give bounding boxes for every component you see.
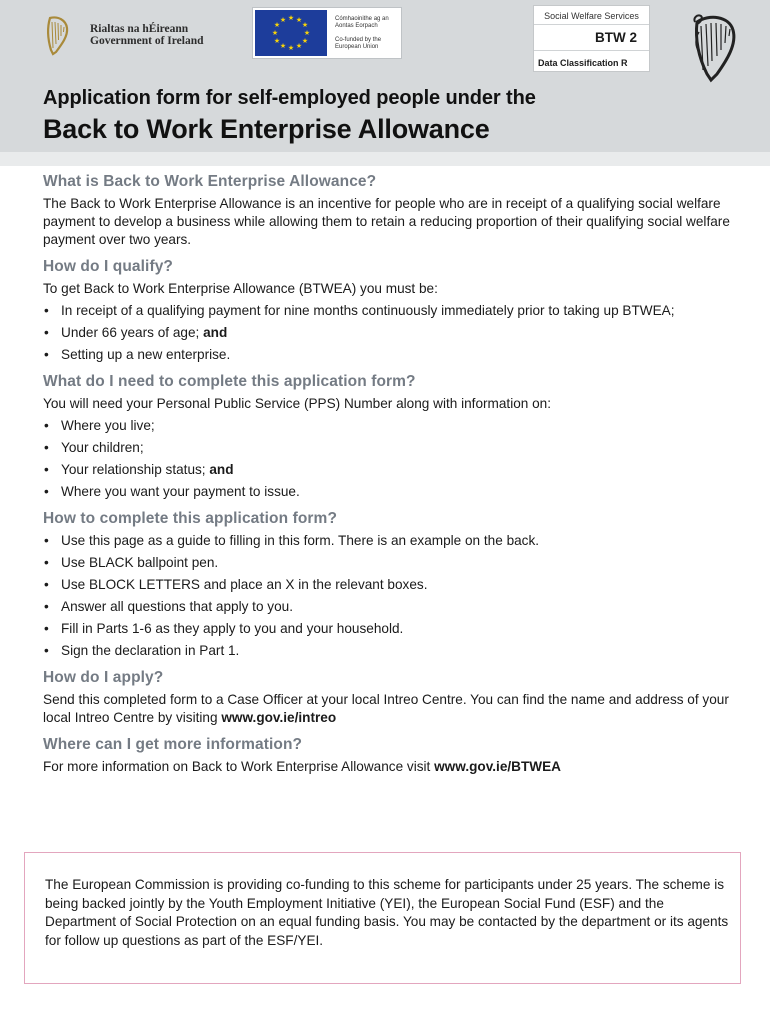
list-item: • Where you live; (43, 417, 733, 435)
section-more-info (43, 736, 733, 776)
section-how-qualify (43, 258, 733, 364)
section-how-complete (43, 510, 733, 660)
section-heading: How do I apply? (43, 669, 164, 686)
svg-text:★: ★ (303, 29, 311, 37)
list-item: • Fill in Parts 1-6 as they apply to you and your household. (43, 620, 733, 638)
list-item: • Where you want your payment to issue. (43, 483, 733, 501)
svg-text:★: ★ (279, 16, 287, 24)
section-heading: What is Back to Work Enterprise Allowance? (43, 173, 377, 190)
form-guidance (43, 173, 733, 785)
list-item: • Your children; (43, 439, 733, 457)
list-item: • In receipt of a qualifying payment for nine months continuously immediately prior to taking up BTWEA; (43, 302, 733, 320)
list-item: • Use BLOCK LETTERS and place an X in the relevant boxes. (43, 576, 733, 594)
section-what-need (43, 373, 733, 501)
section-body: For more information on Back to Work Enterprise Allowance visit www.gov.ie/BTWEA (43, 759, 561, 774)
section-how-apply (43, 669, 733, 727)
intreo-link[interactable]: www.gov.ie/intreo (221, 710, 337, 725)
list-item: • Your relationship status; and (43, 461, 733, 479)
svg-text:★: ★ (273, 21, 281, 29)
government-of-ireland-logo (44, 14, 204, 58)
svg-text:★: ★ (295, 16, 303, 24)
section-heading: Where can I get more information? (43, 736, 303, 753)
section-what-is (43, 173, 733, 249)
complete-list (43, 532, 733, 660)
list-item: • Setting up a new enterprise. (43, 346, 733, 364)
form-code: BTW 2 (534, 24, 649, 50)
section-heading: How to complete this application form? (43, 510, 338, 527)
svg-text:★: ★ (301, 21, 309, 29)
btwea-link[interactable]: www.gov.ie/BTWEA (434, 759, 561, 774)
service-label: Social Welfare Services (544, 11, 639, 21)
svg-text:★: ★ (271, 29, 279, 37)
harp-emblem-icon (687, 12, 741, 84)
qualify-list (43, 302, 733, 364)
header-stripe (0, 152, 770, 166)
svg-text:★: ★ (287, 14, 295, 22)
section-body: Send this completed form to a Case Officer at your local Intreo Centre. You can find the name and address of your local Intreo Centre by visiting www.gov.ie/intreo (43, 692, 729, 725)
list-item: • Use BLACK ballpoint pen. (43, 554, 733, 572)
list-item: • Use this page as a guide to filling in this form. There is an example on the back. (43, 532, 733, 550)
section-intro: You will need your Personal Public Service (PPS) Number along with information on: (43, 396, 552, 411)
gov-logo-line2: Government of Ireland (90, 35, 204, 47)
harp-icon (44, 14, 70, 56)
svg-text:★: ★ (295, 42, 303, 50)
section-heading: How do I qualify? (43, 258, 173, 275)
svg-text:★: ★ (279, 42, 287, 50)
government-logo-text (90, 23, 204, 47)
esf-notice-text: The European Commission is providing co-funding to this scheme for participants under 25 years. The scheme is being backed jointly by the Youth Employment Initiative (YEI), the European Social Fund (ESF) and the Department of Social Protection on an equal funding basis. You may be contacted by the department or its agents for follow up questions as part of the ESF/YEI. (45, 877, 729, 948)
section-body: The Back to Work Enterprise Allowance is an incentive for people who are in receipt of a qualifying social welfare payment to develop a business while allowing them to retain a reducing proportion of their qualifying social welfare payment over two years. (43, 196, 730, 247)
svg-text:★: ★ (287, 44, 295, 52)
list-item: • Sign the declaration in Part 1. (43, 642, 733, 660)
eu-badge-text (335, 16, 401, 51)
eu-cofunded-badge (252, 7, 402, 59)
section-heading: What do I need to complete this application form? (43, 373, 416, 390)
eu-irish-text: Cómhaoinithe ag an Aontas Eorpach (335, 16, 389, 29)
svg-text:★: ★ (273, 37, 281, 45)
list-item: • Answer all questions that apply to you. (43, 598, 733, 616)
form-subtitle: Application form for self-employed people under the (43, 87, 536, 109)
header-band (0, 0, 770, 166)
list-item: • Under 66 years of age; and (43, 324, 733, 342)
data-classification: Data Classification R (534, 50, 649, 72)
section-intro: To get Back to Work Enterprise Allowance (BTWEA) you must be: (43, 281, 438, 296)
eu-flag-icon (255, 10, 327, 56)
svg-text:★: ★ (301, 37, 309, 45)
need-list (43, 417, 733, 501)
form-classification-box (533, 5, 650, 72)
esf-notice-box (24, 852, 741, 984)
gov-logo-line1: Rialtas na hÉireann (90, 23, 189, 35)
eu-english-text: Co-funded by the European Union (335, 37, 382, 50)
form-title: Back to Work Enterprise Allowance (43, 114, 490, 144)
